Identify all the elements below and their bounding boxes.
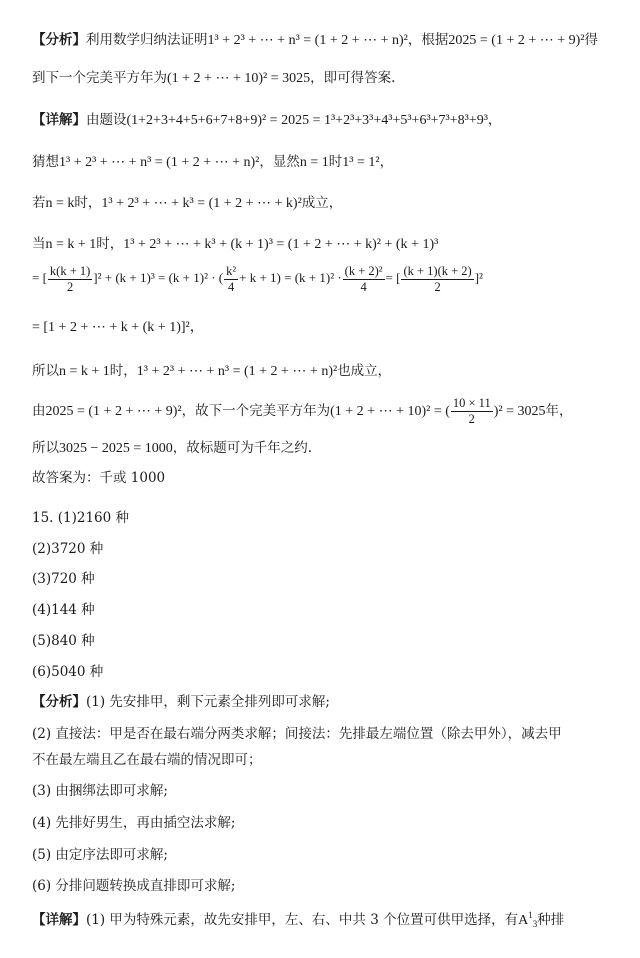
numerator: k(k + 1): [49, 263, 91, 278]
formula: 3025 − 2025 = 1000: [59, 441, 173, 456]
q15-item: [32, 631, 626, 651]
q15-answer-5: (5)840 种: [32, 633, 95, 649]
text: (4) 先排好男生，再由插空法求解;: [32, 815, 236, 831]
detail-line-1: [32, 110, 626, 131]
text: 时，: [109, 363, 137, 379]
answer-text: 故答案为：千或 1000: [32, 470, 166, 486]
detail-label: 【详解】: [32, 912, 86, 928]
formula: n = k + 1: [59, 364, 110, 379]
fraction: [401, 264, 473, 295]
q15-answer-2: (2)3720 种: [32, 541, 104, 557]
q15-title: [32, 508, 626, 528]
detail2-line-1: [32, 910, 626, 931]
text: (2) 直接法：甲是否在最右端分两类求解；间接法：先排最左端位置（除去甲外），减去甲: [32, 726, 562, 742]
text: 得: [584, 32, 598, 48]
formula: n = 1: [299, 155, 329, 170]
q15-item: [32, 539, 626, 559]
if-line: [32, 193, 626, 214]
text: 种排: [537, 912, 565, 928]
text: ，故下一个完美平方年为: [181, 403, 331, 419]
formula: )² = 3025: [493, 404, 546, 419]
fraction: [451, 396, 493, 427]
so2-line: [32, 438, 626, 459]
analysis-label: 【分析】: [32, 32, 86, 48]
equation-line-1: [32, 262, 626, 295]
text: ，故标题可为千年之约.: [172, 440, 313, 456]
formula: = [1 + 2 + ⋯ + k + (k + 1)]²，: [32, 320, 204, 335]
formula: ]²: [474, 270, 483, 285]
analysis2-line-1: [32, 692, 626, 712]
formula: n = k: [45, 196, 75, 211]
formula: 2025 = (1 + 2 + ⋯ + 9)²: [45, 404, 182, 419]
so-line: [32, 361, 626, 382]
text: (3) 由捆绑法即可求解;: [32, 783, 168, 799]
formula-sup: 1: [528, 910, 533, 920]
formula: = [: [385, 270, 401, 285]
formula: [518, 910, 538, 929]
text: 由: [32, 403, 46, 419]
q15-item: [32, 600, 626, 620]
formula: 1³ + 2³ + ⋯ + n³ = (1 + 2 + ⋯ + n)²: [207, 33, 408, 48]
denominator: 4: [228, 279, 235, 294]
text: 利用数学归纳法证明: [86, 32, 208, 48]
analysis-line-2: [32, 68, 626, 89]
text: 也成立，: [337, 363, 392, 379]
numerator: (k + 2)²: [344, 263, 383, 278]
text: 到下一个完美平方年为: [32, 70, 167, 86]
text: ，: [487, 112, 502, 128]
denominator: 2: [66, 279, 74, 294]
text: 由题设: [86, 112, 127, 128]
analysis2-line-2b: [32, 750, 626, 770]
analysis2-line-4: [32, 813, 626, 833]
equation-line-2: [32, 318, 626, 338]
text: 所以: [32, 363, 59, 379]
formula-sub: 3: [532, 919, 538, 929]
analysis-line-1: [32, 30, 626, 51]
q15-answer-3: (3)720 种: [32, 571, 95, 587]
by-line: [32, 394, 626, 429]
text: ，: [379, 154, 394, 170]
numerator: (k + 1)(k + 2): [403, 263, 472, 278]
text: 猜想: [32, 154, 59, 170]
formula: n = k + 1: [45, 237, 97, 252]
text: 时，: [74, 195, 102, 211]
analysis2-line-3: [32, 781, 626, 801]
formula: + k + 1) = (k + 1)² ·: [239, 270, 342, 285]
formula: 1³ + 2³ + ⋯ + k³ = (1 + 2 + ⋯ + k)²: [101, 196, 302, 211]
denominator: 2: [468, 412, 475, 426]
formula: 1³ = 1²: [342, 155, 380, 170]
text: 所以: [32, 440, 59, 456]
analysis2-line-2: [32, 724, 626, 744]
text: (5) 由定序法即可求解;: [32, 847, 168, 863]
text: ，即可得答案.: [310, 70, 396, 86]
fraction: [48, 264, 92, 295]
fraction: [224, 264, 238, 295]
formula-base: A: [518, 913, 529, 928]
analysis2-line-6: [32, 876, 626, 896]
text: 不在最左端且乙在最右端的情况即可；: [32, 752, 262, 768]
text: 成立，: [301, 195, 343, 211]
fraction: [343, 264, 385, 295]
formula: 1³ + 2³ + ⋯ + k³ + (k + 1)³ = (1 + 2 + ⋯ + k)² + (k + 1)³: [123, 237, 439, 252]
formula: (1 + 2 + ⋯ + 10)² = 3025: [167, 71, 311, 86]
numerator: 10 × 11: [452, 396, 491, 410]
numerator: k²: [226, 263, 237, 278]
formula: (1+2+3+4+5+6+7+8+9)² = 2025 = 1³+2³+3³+4³+5³+6³+7³+8³+9³: [126, 113, 488, 128]
text: 时，: [96, 236, 124, 252]
denominator: 4: [360, 279, 367, 294]
q15-answer-6: (6)5040 种: [32, 664, 104, 680]
analysis2-line-5: [32, 845, 626, 865]
text: ，显然: [259, 154, 300, 170]
text: 当: [32, 236, 46, 252]
answer-line: [32, 468, 626, 488]
formula: 1³ + 2³ + ⋯ + n³ = (1 + 2 + ⋯ + n)²: [136, 364, 338, 379]
detail-label: 【详解】: [32, 112, 86, 128]
text: 年，: [545, 403, 573, 419]
formula: ]² + (k + 1)³ = (k + 1)² · (: [93, 270, 224, 285]
formula: 1³ + 2³ + ⋯ + n³ = (1 + 2 + ⋯ + n)²: [59, 155, 260, 170]
q15-item: [32, 569, 626, 589]
formula: 2025 = (1 + 2 + ⋯ + 9)²: [448, 33, 585, 48]
guess-line: [32, 152, 626, 173]
text: (1) 先安排甲，剩下元素全排列即可求解;: [86, 694, 330, 710]
q15-item: [32, 662, 626, 682]
q15-answer-1: 15. (1)2160 种: [32, 510, 130, 526]
when-line: [32, 234, 626, 255]
text: 时: [328, 154, 343, 170]
formula: (1 + 2 + ⋯ + 10)² = (: [330, 404, 450, 419]
text: (1) 甲为特殊元素，故先安排甲，左、右、中共 3 个位置可供甲选择，有: [86, 912, 519, 928]
text: (6) 分排问题转换成直排即可求解;: [32, 878, 236, 894]
formula: = [: [32, 270, 47, 285]
q15-answer-4: (4)144 种: [32, 602, 95, 618]
text: ，根据: [407, 32, 449, 48]
analysis-label: 【分析】: [32, 694, 86, 710]
text: 若: [32, 195, 46, 211]
denominator: 2: [434, 279, 441, 294]
